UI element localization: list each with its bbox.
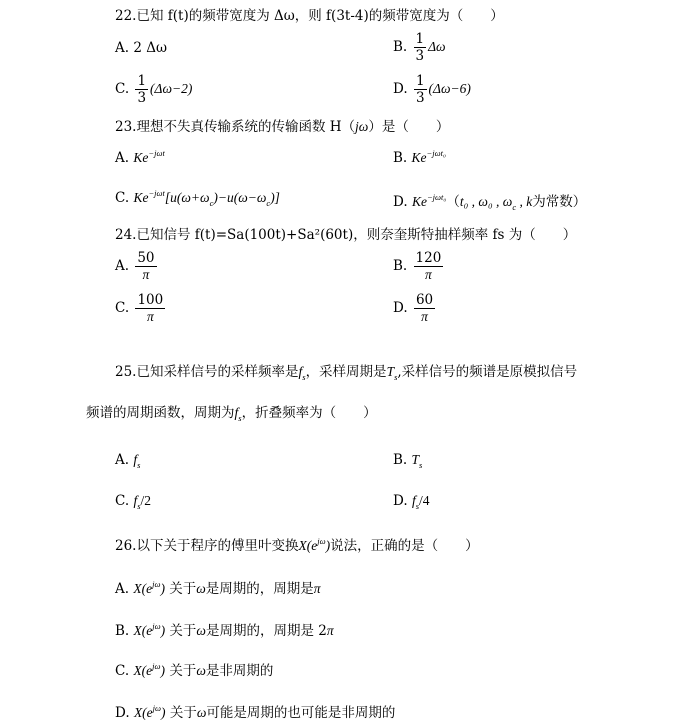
q24-option-a-fraction: $\frac{50}{\pi}$ bbox=[137, 250, 155, 282]
q26-option-b: B. $X(e^{j\omega})$ 关于ω是周期的，周期是 2π bbox=[115, 621, 334, 639]
q22-option-b-fraction: $\frac{1}{3}$ bbox=[415, 31, 425, 64]
q26-option-d: D. $X(e^{j\omega})$ 关于ω可能是周期的也可能是非周期的 bbox=[115, 703, 396, 721]
q25-stem-line1: 25.已知采样信号的采样频率是$f_s$，采样周期是$T_s$,采样信号的频谱是原模拟信号 bbox=[115, 364, 578, 382]
q23-option-d: D. $Ke^{-j\omega t_0}(t_0$ , ω₀ , $\omega_c$ , k为常数） bbox=[393, 192, 587, 212]
q24-option-c: C. $\frac{100}{\pi}$ bbox=[115, 292, 164, 324]
q23-option-b: B. $Ke^{-j\omega t_0}$ bbox=[393, 148, 446, 166]
q24-option-b: B. $\frac{120}{\pi}$ bbox=[393, 250, 442, 282]
q22-option-c bbox=[115, 73, 192, 106]
q26-option-a: A. $X(e^{j\omega})$ 关于ω是周期的，周期是π bbox=[115, 579, 321, 597]
q24-option-d-fraction: $\frac{60}{\pi}$ bbox=[415, 292, 434, 324]
q24-option-d: D. $\frac{60}{\pi}$ bbox=[393, 292, 434, 324]
q26-stem: 26.以下关于程序的傅里叶变换$X(e^{j\omega})$说法，正确的是（ ） bbox=[115, 536, 479, 554]
q23-option-c: C. $Ke^{-j\omega t}[u(\omega+\omega_c)-u(\omega-\omega_c)]$ bbox=[115, 188, 280, 208]
q22-option-b bbox=[393, 31, 446, 64]
q22-option-a: A. 2 Δω bbox=[115, 40, 167, 56]
q22-option-c-expr: (Δω−2) bbox=[150, 81, 193, 96]
q25-option-c: C. $f_s/2$ bbox=[115, 493, 152, 511]
q25-stem-line2: 频谱的周期函数，周期为$f_s$，折叠频率为（ ） bbox=[86, 405, 377, 423]
q22-option-b-expr: Δω bbox=[428, 39, 446, 54]
q24-option-a: A. $\frac{50}{\pi}$ bbox=[115, 250, 155, 282]
q22-option-d-expr: (Δω−6) bbox=[428, 81, 471, 96]
q22-option-d bbox=[393, 73, 471, 106]
q24-stem: 24.已知信号 f(t)=Sa(100t)+Sa²(60t)，则奈奎斯特抽样频率 fs 为（ ） bbox=[115, 227, 577, 243]
q23-stem: 23.理想不失真传输系统的传输函数 H（jω）是（ ） bbox=[115, 119, 450, 135]
q25-option-d: D. $f_s/4$ bbox=[393, 493, 430, 511]
q22-option-d-fraction: $\frac{1}{3}$ bbox=[415, 73, 425, 106]
q25-option-a: A. $f_s$ bbox=[115, 452, 141, 470]
q22-option-c-label: C. bbox=[115, 81, 130, 97]
q24-option-c-fraction: $\frac{100}{\pi}$ bbox=[137, 292, 164, 324]
q24-option-b-fraction: $\frac{120}{\pi}$ bbox=[415, 250, 442, 282]
q22-option-b-label: B. bbox=[393, 39, 408, 55]
q22-option-c-fraction: $\frac{1}{3}$ bbox=[137, 73, 147, 106]
q23-option-a: A. $Ke^{-j\omega t}$ bbox=[115, 148, 165, 166]
q26-option-c: C. $X(e^{j\omega})$ 关于ω是非周期的 bbox=[115, 661, 274, 679]
q22-stem: 22.已知 f(t)的频带宽度为 Δω，则 f(3t-4)的频带宽度为（ ） bbox=[115, 8, 504, 24]
q25-option-b: B. $T_s$ bbox=[393, 452, 423, 470]
q22-option-d-label: D. bbox=[393, 81, 408, 97]
